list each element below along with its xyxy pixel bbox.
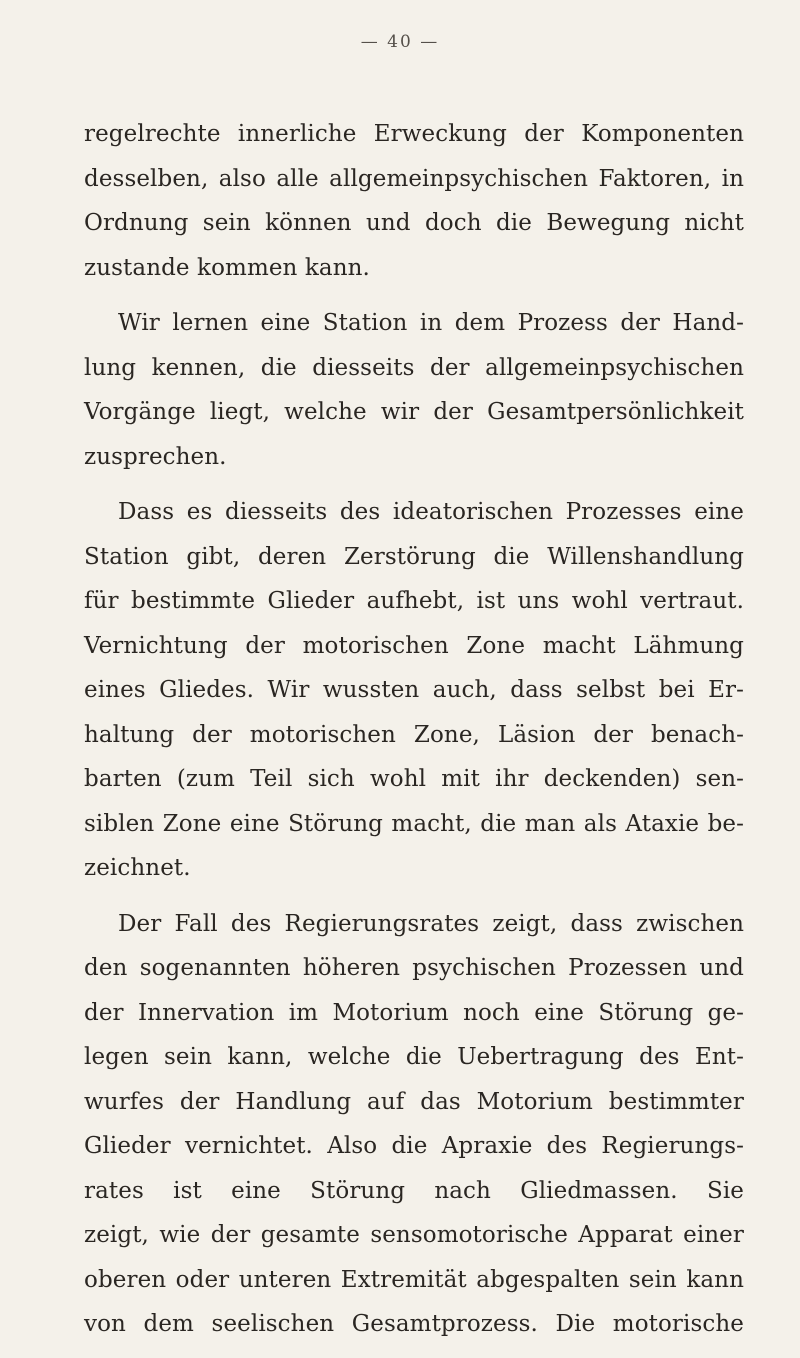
page-number: — 40 — xyxy=(360,32,440,52)
text-line: siblen Zone eine Störung macht, die man als Ataxie be- xyxy=(84,810,744,837)
text-line: legen sein kann, welche die Uebertragung des Ent- xyxy=(84,1044,744,1070)
text-line: Wir lernen eine Station in dem Prozess der Hand- xyxy=(118,310,744,336)
text-line: Station gibt, deren Zerstörung die Willenshandlung xyxy=(84,543,744,570)
text-line: den sogenannten höheren psychischen Prozessen und xyxy=(84,955,744,981)
text-line: lung kennen, die diesseits der allgemeinpsychischen xyxy=(84,354,744,381)
text-line: Vorgänge liegt, welche wir der Gesamtpersönlichkeit xyxy=(84,399,744,425)
paragraph-1 xyxy=(84,112,744,290)
text-line: desselben, also alle allgemeinpsychischen Faktoren, in xyxy=(84,165,744,192)
text-line: zustande kommen kann. xyxy=(84,254,370,281)
text-line: Der Fall des Regierungsrates zeigt, dass zwischen xyxy=(118,910,744,937)
text-line: zusprechen. xyxy=(84,443,227,470)
text-line: zeigt, wie der gesamte sensomotorische Apparat einer xyxy=(84,1222,744,1248)
text-line: Vernichtung der motorischen Zone macht Lähmung xyxy=(84,632,744,659)
text-line: zeichnet. xyxy=(84,855,191,881)
text-line: wurfes der Handlung auf das Motorium bestimmter xyxy=(84,1088,744,1115)
paragraph-2 xyxy=(84,301,744,479)
text-line: eines Gliedes. Wir wussten auch, dass selbst bei Er- xyxy=(84,677,744,703)
body-text xyxy=(84,112,744,1358)
text-line: barten (zum Teil sich wohl mit ihr deckenden) sen- xyxy=(84,766,744,792)
text-line: für bestimmte Glieder aufhebt, ist uns wohl vertraut. xyxy=(84,588,744,614)
text-line: Glieder vernichtet. Also die Apraxie des Regierungs- xyxy=(84,1133,744,1159)
text-line: regelrechte innerliche Erweckung der Komponenten xyxy=(84,121,744,147)
text-line: haltung der motorischen Zone, Läsion der benach- xyxy=(84,721,744,748)
text-line: von dem seelischen Gesamtprozess. Die motorische xyxy=(84,1311,744,1337)
paragraph-3 xyxy=(84,490,744,891)
text-line: der Innervation im Motorium noch eine Störung ge- xyxy=(84,999,744,1026)
text-line: rates ist eine Störung nach Gliedmassen. Sie xyxy=(84,1177,744,1204)
text-line: oberen oder unteren Extremität abgespalten sein kann xyxy=(84,1266,744,1293)
paragraph-4 xyxy=(84,902,744,1347)
text-line: Dass es diesseits des ideatorischen Prozesses eine xyxy=(118,499,744,525)
text-line: Ordnung sein können und doch die Bewegung nicht xyxy=(84,210,744,236)
